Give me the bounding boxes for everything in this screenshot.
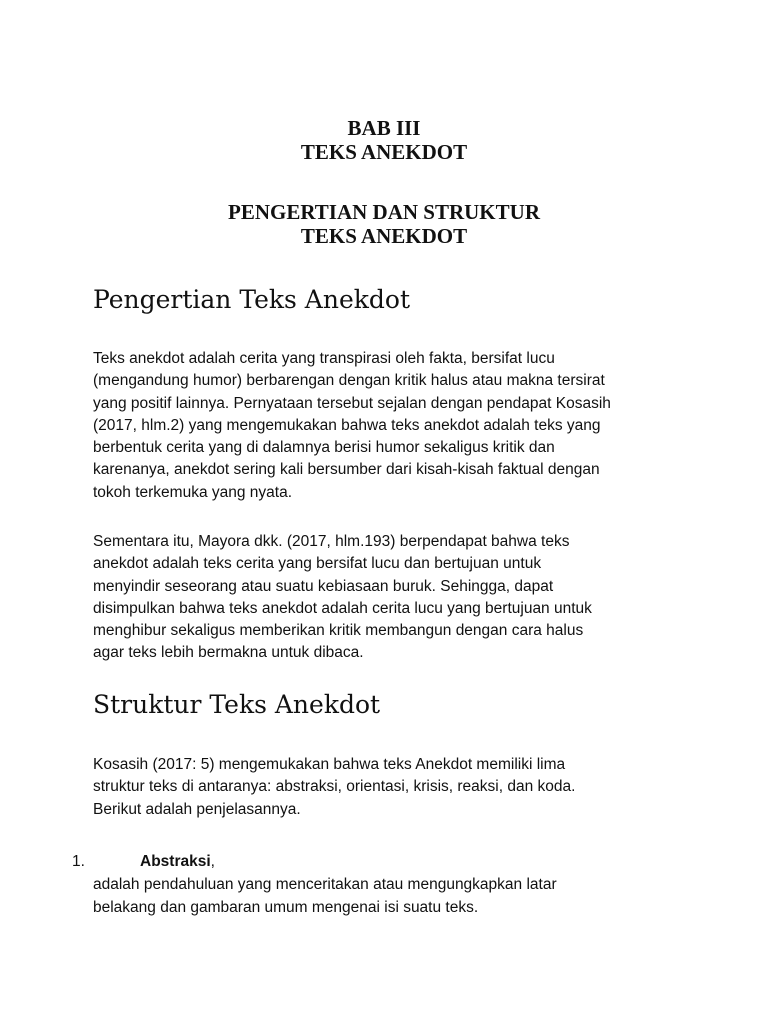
subchapter-title-line-1: PENGERTIAN DAN STRUKTUR bbox=[228, 200, 540, 224]
chapter-name: TEKS ANEKDOT bbox=[300, 140, 468, 164]
subchapter-title-line-2: TEKS ANEKDOT bbox=[300, 224, 468, 248]
text-line: Kosasih (2017: 5) mengemukakan bahwa teks Anekdot memiliki lima bbox=[93, 756, 566, 773]
list-term-punct: , bbox=[210, 853, 215, 870]
list-term: Abstraksi bbox=[140, 853, 211, 870]
text-line: belakang dan gambaran umum mengenai isi suatu teks. bbox=[93, 899, 479, 916]
paragraph-mayora bbox=[93, 531, 693, 665]
text-line: struktur teks di antaranya: abstraksi, orientasi, krisis, reaksi, dan koda. bbox=[93, 778, 576, 796]
text-line: disimpulkan bahwa teks anekdot adalah cerita lucu yang bertujuan untuk bbox=[93, 599, 592, 617]
list-term-row bbox=[140, 850, 215, 873]
paragraph-definition bbox=[93, 348, 693, 504]
section-heading-pengertian: Pengertian Teks Anekdot bbox=[93, 285, 410, 314]
list-description bbox=[93, 873, 693, 919]
text-line: Berikut adalah penjelasannya. bbox=[93, 800, 301, 818]
text-line: anekdot adalah teks cerita yang bersifat lucu dan bertujuan untuk bbox=[93, 555, 542, 573]
text-line: berbentuk cerita yang di dalamnya berisi humor sekaligus kritik dan bbox=[93, 439, 555, 457]
text-line: adalah pendahuluan yang menceritakan atau mengungkapkan latar bbox=[93, 876, 557, 893]
text-line: Sementara itu, Mayora dkk. (2017, hlm.193) berpendapat bahwa teks bbox=[93, 533, 570, 550]
text-line: agar teks lebih bermakna untuk dibaca. bbox=[93, 644, 364, 662]
text-line: tokoh terkemuka yang nyata. bbox=[93, 483, 293, 501]
list-number: 1. bbox=[72, 853, 85, 870]
text-line: (mengandung humor) berbarengan dengan kritik halus atau makna tersirat bbox=[93, 372, 605, 390]
chapter-title bbox=[0, 116, 768, 164]
text-line: Teks anekdot adalah cerita yang transpirasi oleh fakta, bersifat lucu bbox=[93, 350, 555, 367]
chapter-number: BAB III bbox=[347, 116, 421, 140]
text-line: menghibur sekaligus memberikan kritik membangun dengan cara halus bbox=[93, 622, 584, 640]
subchapter-title bbox=[0, 200, 768, 248]
text-line: (2017, hlm.2) yang mengemukakan bahwa teks anekdot adalah teks yang bbox=[93, 416, 601, 434]
text-line: karenanya, anekdot sering kali bersumber dari kisah-kisah faktual dengan bbox=[93, 461, 600, 479]
text-line: yang positif lainnya. Pernyataan tersebut sejalan dengan pendapat Kosasih bbox=[93, 394, 611, 412]
text-line: menyindir seseorang atau suatu kebiasaan buruk. Sehingga, dapat bbox=[93, 577, 554, 595]
paragraph-structure-intro bbox=[93, 754, 693, 821]
section-heading-struktur: Struktur Teks Anekdot bbox=[93, 690, 381, 719]
